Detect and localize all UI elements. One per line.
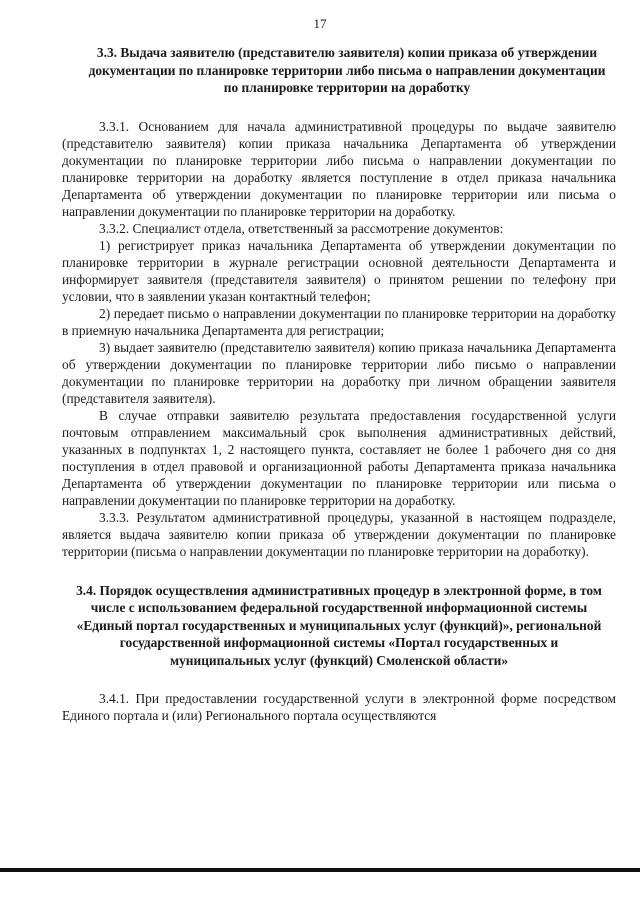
paragraph-postal-case: В случае отправки заявителю результата предоставления государственной услуги почтовым отправлением максимальный срок выполнения административных действий, указанных в подпунктах 1, 2 настоящего пункта, составляет не более 1 рабочего дня со дня поступления в отдел правовой и организационной работы Департамента приказа начальника Департамента об утверждении документации по планировке территории или письма о направлении документации по планировке территории на доработку. [62, 407, 616, 508]
paragraph-3-3-3: 3.3.3. Результатом административной процедуры, указанной в настоящем подразделе, является выдача заявителю копии приказа об утверждении документации по планировке территории (письма о направлении документации по планировке территории на доработку). [62, 509, 616, 559]
page-content [62, 44, 616, 724]
list-item-2: 2) передает письмо о направлении документации по планировке территории на доработку в приемную начальника Департамента для регистрации; [62, 305, 616, 338]
list-item-3: 3) выдает заявителю (представителю заявителя) копию приказа начальника Департамента об утверждении документации по планировке территории либо письмо о направлении документации по планировке территории на доработку при личном обращении заявителя (представителя заявителя). [62, 339, 616, 406]
paragraph-3-3-2: 3.3.2. Специалист отдела, ответственный за рассмотрение документов: [99, 220, 504, 236]
list-item-1: 1) регистрирует приказ начальника Департамента об утверждении документации по планировке территории в журнале регистрации основной деятельности Департамента и информирует заявителя (представителя заявителя) о принятом решении по телефону при условии, что в заявлении указан контактный телефон; [62, 237, 616, 304]
section-3-3-heading: 3.3. Выдача заявителю (представителю заявителя) копии приказа об утверждении документации по планировке территории либо письма о направлении документации по планировке территории на доработку [88, 45, 606, 95]
section-3-4-heading: 3.4. Порядок осуществления административных процедур в электронной форме, в том числе с использованием федеральной государственной информационной системы «Единый портал государственных и муниципальных услуг (функций)», региональной государственной информационной системы «Портал государственных и муниципальных услуг (функций) Смоленской области» [76, 582, 602, 668]
paragraph-3-3-1: 3.3.1. Основанием для начала административной процедуры по выдаче заявителю (представителю заявителя) копии приказа начальника Департамента об утверждении документации по планировке территории либо письма о направлении документации по планировке территории на доработку является поступление в отдел приказа начальника Департамента об утверждении документации по планировке территории или письма о направлении документации по планировке территории на доработку. [62, 118, 616, 219]
paragraph-3-4-1: 3.4.1. При предоставлении государственной услуги в электронной форме посредством Единого портала и (или) Регионального портала осуществляются [62, 691, 616, 723]
bottom-border-line [0, 868, 640, 872]
page-number: 17 [313, 16, 327, 31]
